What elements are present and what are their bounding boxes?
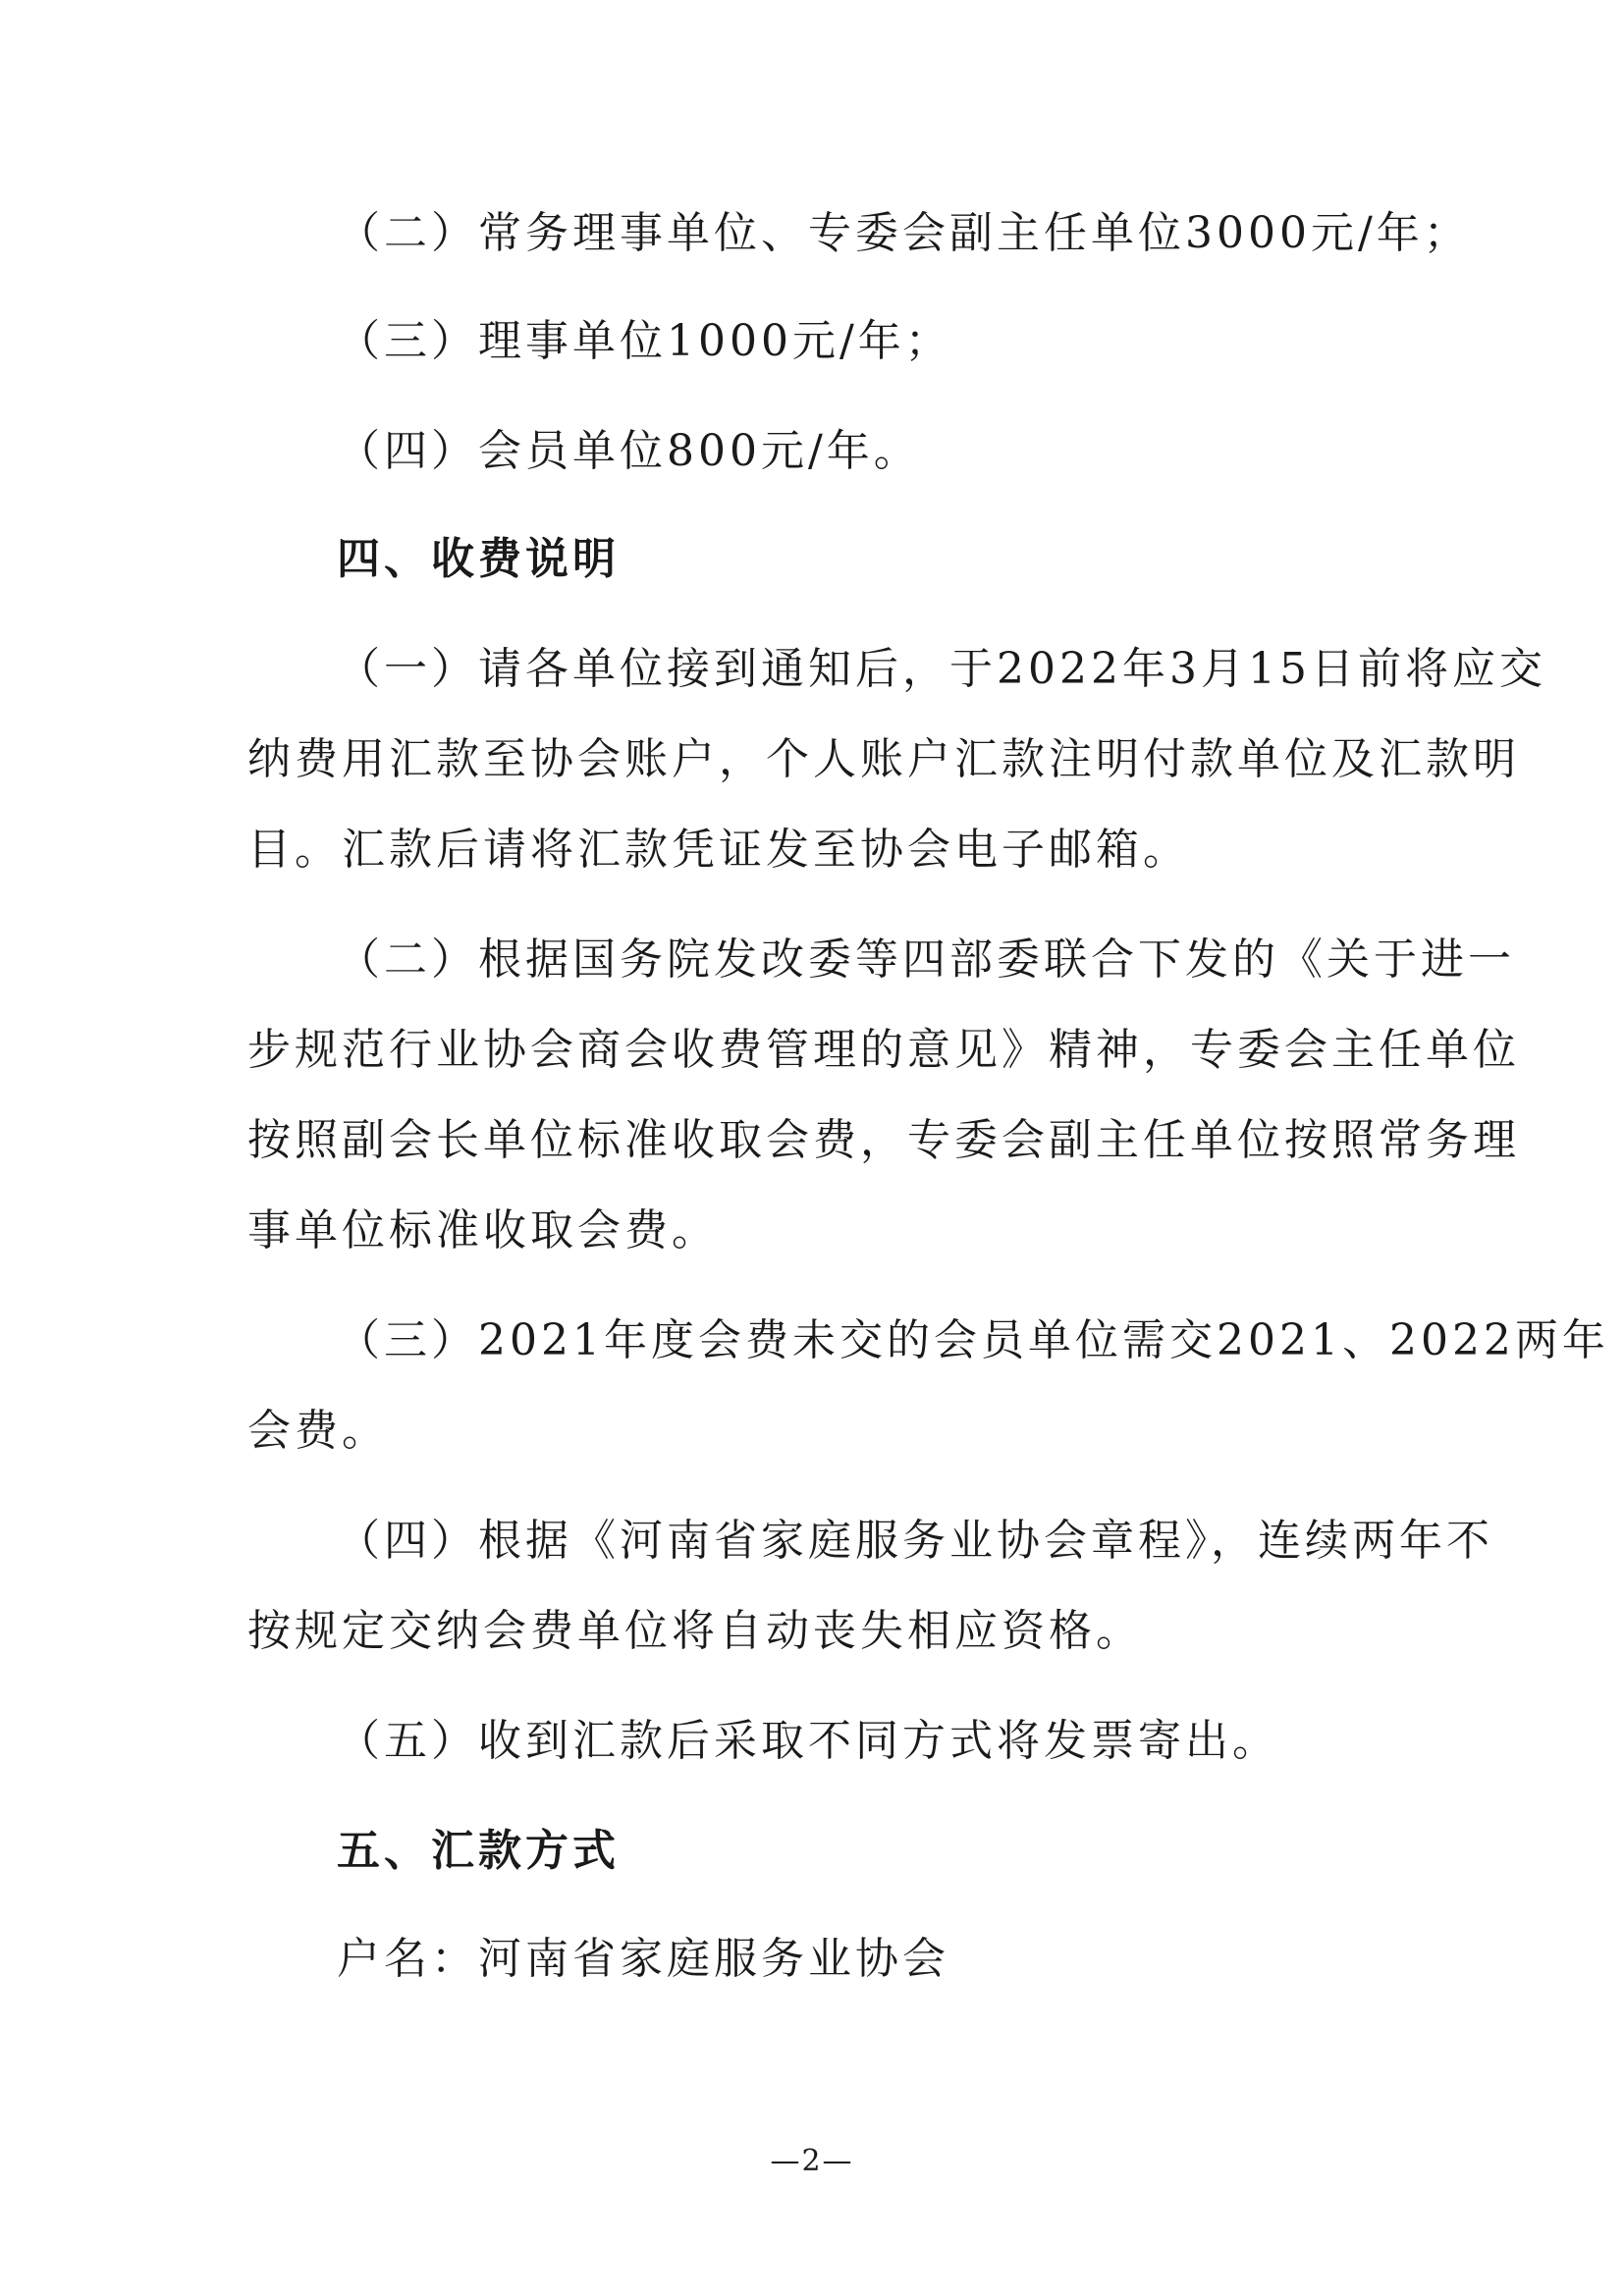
paragraph-line: （三）2021年度会费未交的会员单位需交2021、2022两年 bbox=[337, 1315, 1609, 1365]
section-heading-fee-notes: 四、收费说明 bbox=[337, 534, 620, 584]
paragraph-line: 按规定交纳会费单位将自动丧失相应资格。 bbox=[247, 1606, 1143, 1656]
paragraph-line: 目。汇款后请将汇款凭证发至协会电子邮箱。 bbox=[247, 825, 1190, 875]
paragraph-line: 会费。 bbox=[247, 1406, 389, 1456]
paragraph-line: 步规范行业协会商会收费管理的意见》精神，专委会主任单位 bbox=[247, 1025, 1520, 1075]
paragraph-line: （一）请各单位接到通知后，于2022年3月15日前将应交 bbox=[337, 644, 1546, 694]
account-name: 户名：河南省家庭服务业协会 bbox=[337, 1934, 949, 1984]
paragraph-line: 事单位标准收取会费。 bbox=[247, 1205, 719, 1255]
fee-item-director: （三）理事单位1000元/年； bbox=[337, 316, 952, 366]
paragraph-line: （四）根据《河南省家庭服务业协会章程》，连续两年不 bbox=[337, 1516, 1493, 1566]
fee-item-standing-director: （二）常务理事单位、专委会副主任单位3000元/年； bbox=[337, 208, 1471, 258]
paragraph-line: （五）收到汇款后采取不同方式将发票寄出。 bbox=[337, 1716, 1279, 1766]
paragraph-line: 纳费用汇款至协会账户，个人账户汇款注明付款单位及汇款明 bbox=[247, 734, 1520, 784]
fee-item-member: （四）会员单位800元/年。 bbox=[337, 426, 921, 476]
paragraph-line: 按照副会长单位标准收取会费，专委会副主任单位按照常务理 bbox=[247, 1115, 1520, 1165]
paragraph-line: （二）根据国务院发改委等四部委联合下发的《关于进一 bbox=[337, 934, 1515, 985]
page-number: —2— bbox=[770, 2144, 854, 2178]
section-heading-remittance: 五、汇款方式 bbox=[337, 1826, 620, 1876]
